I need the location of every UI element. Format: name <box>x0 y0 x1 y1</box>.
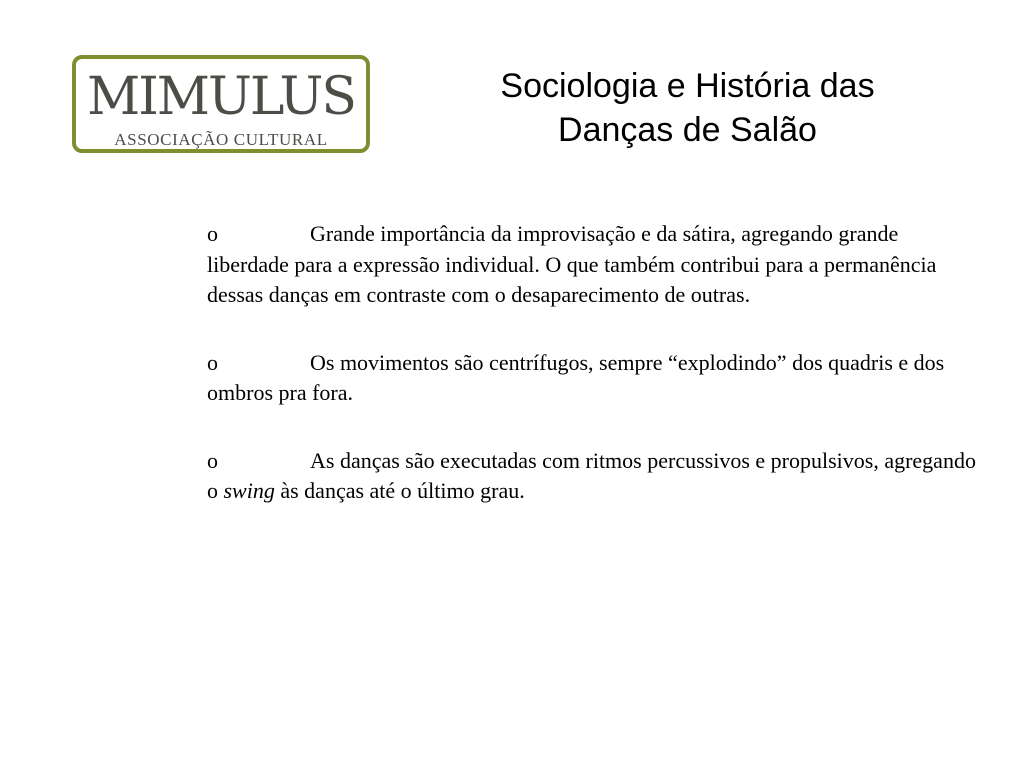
bullet-text-italic: swing <box>223 478 275 503</box>
bullet-marker: o <box>207 349 218 375</box>
bullet-marker: o <box>207 447 218 473</box>
logo-subtitle: ASSOCIAÇÃO CULTURAL <box>114 130 328 149</box>
bullet-item <box>207 446 977 507</box>
bullet-marker: o <box>207 221 218 246</box>
bullet-text: Grande importância da improvisação e da sátira, agregando grande liberdade para a expressão individual. O que também contribui para a permanência dessas danças em contraste com o desaparecimento de outras. <box>207 221 937 307</box>
slide-title <box>430 64 945 152</box>
slide-title-line-1: Sociologia e História das <box>500 67 875 105</box>
slide-title-line-2: Danças de Salão <box>558 111 817 149</box>
bullet-text-end: às danças até o último grau. <box>274 478 525 503</box>
bullet-text-start: As danças são executadas com ritmos percussivos e propulsivos, agregando o <box>207 447 976 503</box>
logo-wordmark: MIMULUS <box>87 67 355 127</box>
bullet-item <box>207 219 977 311</box>
bullet-item <box>207 348 977 409</box>
mimulus-logo <box>72 55 370 153</box>
bullet-text: Os movimentos são centrífugos, sempre “explodindo” dos quadris e dos ombros pra fora. <box>207 349 945 405</box>
slide-body <box>207 219 977 544</box>
